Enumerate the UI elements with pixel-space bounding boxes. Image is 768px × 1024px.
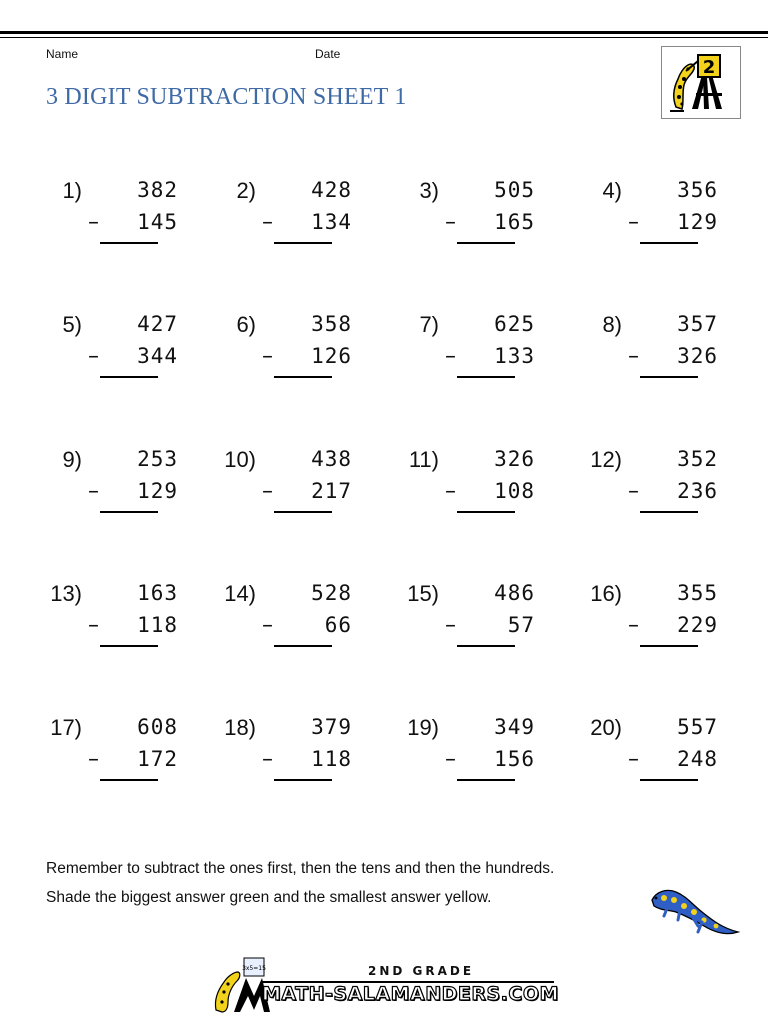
subtrahend: 145 bbox=[137, 210, 178, 234]
problem-number: 11) bbox=[408, 447, 439, 472]
subtraction-problem bbox=[570, 168, 742, 243]
subtrahend: 217 bbox=[311, 479, 352, 503]
grade-logo bbox=[661, 46, 741, 119]
subtraction-problem bbox=[387, 437, 559, 512]
problem-number: 19) bbox=[407, 715, 439, 740]
subtraction-problem bbox=[570, 705, 742, 780]
minuend: 557 bbox=[677, 715, 718, 739]
problem-number: 10) bbox=[224, 447, 256, 472]
minus-sign: – bbox=[445, 210, 456, 235]
answer-line bbox=[457, 511, 515, 513]
minuend: 355 bbox=[677, 581, 718, 605]
minuend: 352 bbox=[677, 447, 718, 471]
subtraction-problem bbox=[204, 302, 376, 377]
subtrahend: 134 bbox=[311, 210, 352, 234]
subtraction-problem bbox=[30, 705, 202, 780]
svg-text:2: 2 bbox=[702, 57, 716, 78]
answer-line bbox=[100, 779, 158, 781]
minus-sign: – bbox=[445, 613, 456, 638]
answer-line bbox=[457, 242, 515, 244]
minuend: 505 bbox=[494, 178, 535, 202]
footer-grade: 2ND GRADE bbox=[368, 964, 475, 978]
problem-number: 8) bbox=[602, 312, 622, 337]
subtraction-problem bbox=[387, 168, 559, 243]
minuend: 486 bbox=[494, 581, 535, 605]
minuend: 356 bbox=[677, 178, 718, 202]
instruction-line: Shade the biggest answer green and the smallest answer yellow. bbox=[46, 889, 492, 906]
answer-line bbox=[457, 645, 515, 647]
problem-number: 13) bbox=[50, 581, 82, 606]
name-label: Name bbox=[46, 47, 79, 61]
minus-sign: – bbox=[628, 344, 639, 369]
minus-sign: – bbox=[262, 613, 273, 638]
problem-number: 12) bbox=[590, 447, 622, 472]
footer-site: MATH-SALAMANDERS.COM bbox=[262, 983, 559, 1005]
problem-number: 14) bbox=[224, 581, 256, 606]
answer-line bbox=[274, 242, 332, 244]
minus-sign: – bbox=[628, 479, 639, 504]
problem-number: 16) bbox=[590, 581, 622, 606]
salamander-easel-icon bbox=[662, 47, 740, 118]
minuend: 326 bbox=[494, 447, 535, 471]
subtraction-problem bbox=[387, 571, 559, 646]
minus-sign: – bbox=[445, 344, 456, 369]
problem-number: 2) bbox=[236, 178, 256, 203]
problem-number: 20) bbox=[590, 715, 622, 740]
minus-sign: – bbox=[262, 747, 273, 772]
minus-sign: – bbox=[88, 344, 99, 369]
header-rule-thin bbox=[0, 37, 768, 38]
svg-text:3x5=15: 3x5=15 bbox=[242, 965, 266, 972]
subtrahend: 326 bbox=[677, 344, 718, 368]
subtrahend: 66 bbox=[324, 613, 352, 637]
minuend: 382 bbox=[137, 178, 178, 202]
minus-sign: – bbox=[88, 613, 99, 638]
subtraction-problem bbox=[30, 571, 202, 646]
answer-line bbox=[457, 779, 515, 781]
minuend: 163 bbox=[137, 581, 178, 605]
minus-sign: – bbox=[628, 747, 639, 772]
subtrahend: 129 bbox=[677, 210, 718, 234]
subtrahend: 156 bbox=[494, 747, 535, 771]
subtrahend: 236 bbox=[677, 479, 718, 503]
answer-line bbox=[100, 242, 158, 244]
problem-number: 15) bbox=[407, 581, 439, 606]
subtrahend: 229 bbox=[677, 613, 718, 637]
minuend: 253 bbox=[137, 447, 178, 471]
subtrahend: 344 bbox=[137, 344, 178, 368]
subtraction-problem bbox=[30, 302, 202, 377]
subtrahend: 118 bbox=[137, 613, 178, 637]
problem-number: 5) bbox=[62, 312, 82, 337]
subtrahend: 126 bbox=[311, 344, 352, 368]
minuend: 608 bbox=[137, 715, 178, 739]
minus-sign: – bbox=[88, 210, 99, 235]
subtraction-problem bbox=[204, 437, 376, 512]
subtrahend: 118 bbox=[311, 747, 352, 771]
subtraction-problem bbox=[387, 705, 559, 780]
problem-number: 6) bbox=[236, 312, 256, 337]
subtrahend: 248 bbox=[677, 747, 718, 771]
subtraction-problem bbox=[570, 571, 742, 646]
page-title: 3 DIGIT SUBTRACTION SHEET 1 bbox=[46, 84, 407, 110]
problem-number: 3) bbox=[419, 178, 439, 203]
subtrahend: 57 bbox=[507, 613, 535, 637]
minuend: 427 bbox=[137, 312, 178, 336]
answer-line bbox=[640, 511, 698, 513]
minus-sign: – bbox=[88, 747, 99, 772]
date-label: Date bbox=[315, 47, 341, 61]
subtraction-problem bbox=[387, 302, 559, 377]
minuend: 625 bbox=[494, 312, 535, 336]
problem-number: 4) bbox=[602, 178, 622, 203]
subtraction-problem bbox=[570, 302, 742, 377]
answer-line bbox=[640, 376, 698, 378]
subtrahend: 172 bbox=[137, 747, 178, 771]
problem-number: 17) bbox=[50, 715, 82, 740]
minuend: 358 bbox=[311, 312, 352, 336]
minus-sign: – bbox=[262, 479, 273, 504]
subtrahend: 165 bbox=[494, 210, 535, 234]
subtrahend: 133 bbox=[494, 344, 535, 368]
minus-sign: – bbox=[445, 479, 456, 504]
minus-sign: – bbox=[88, 479, 99, 504]
minus-sign: – bbox=[628, 613, 639, 638]
subtraction-problem bbox=[30, 168, 202, 243]
minus-sign: – bbox=[628, 210, 639, 235]
minuend: 379 bbox=[311, 715, 352, 739]
answer-line bbox=[640, 645, 698, 647]
minuend: 438 bbox=[311, 447, 352, 471]
subtraction-problem bbox=[204, 571, 376, 646]
subtrahend: 129 bbox=[137, 479, 178, 503]
minuend: 528 bbox=[311, 581, 352, 605]
answer-line bbox=[100, 645, 158, 647]
answer-line bbox=[100, 376, 158, 378]
salamander-icon bbox=[646, 882, 742, 942]
minuend: 349 bbox=[494, 715, 535, 739]
instruction-line: Remember to subtract the ones first, then the tens and then the hundreds. bbox=[46, 860, 555, 877]
problem-number: 7) bbox=[419, 312, 439, 337]
answer-line bbox=[640, 779, 698, 781]
minus-sign: – bbox=[262, 344, 273, 369]
minus-sign: – bbox=[262, 210, 273, 235]
answer-line bbox=[274, 511, 332, 513]
subtraction-problem bbox=[570, 437, 742, 512]
answer-line bbox=[100, 511, 158, 513]
answer-line bbox=[274, 376, 332, 378]
minuend: 357 bbox=[677, 312, 718, 336]
minus-sign: – bbox=[445, 747, 456, 772]
answer-line bbox=[274, 779, 332, 781]
answer-line bbox=[274, 645, 332, 647]
problem-number: 18) bbox=[224, 715, 256, 740]
subtraction-problem bbox=[204, 168, 376, 243]
answer-line bbox=[640, 242, 698, 244]
problem-number: 1) bbox=[62, 178, 82, 203]
header-rule-thick bbox=[0, 31, 768, 34]
subtraction-problem bbox=[204, 705, 376, 780]
answer-line bbox=[457, 376, 515, 378]
minuend: 428 bbox=[311, 178, 352, 202]
problem-number: 9) bbox=[62, 447, 82, 472]
subtrahend: 108 bbox=[494, 479, 535, 503]
subtraction-problem bbox=[30, 437, 202, 512]
